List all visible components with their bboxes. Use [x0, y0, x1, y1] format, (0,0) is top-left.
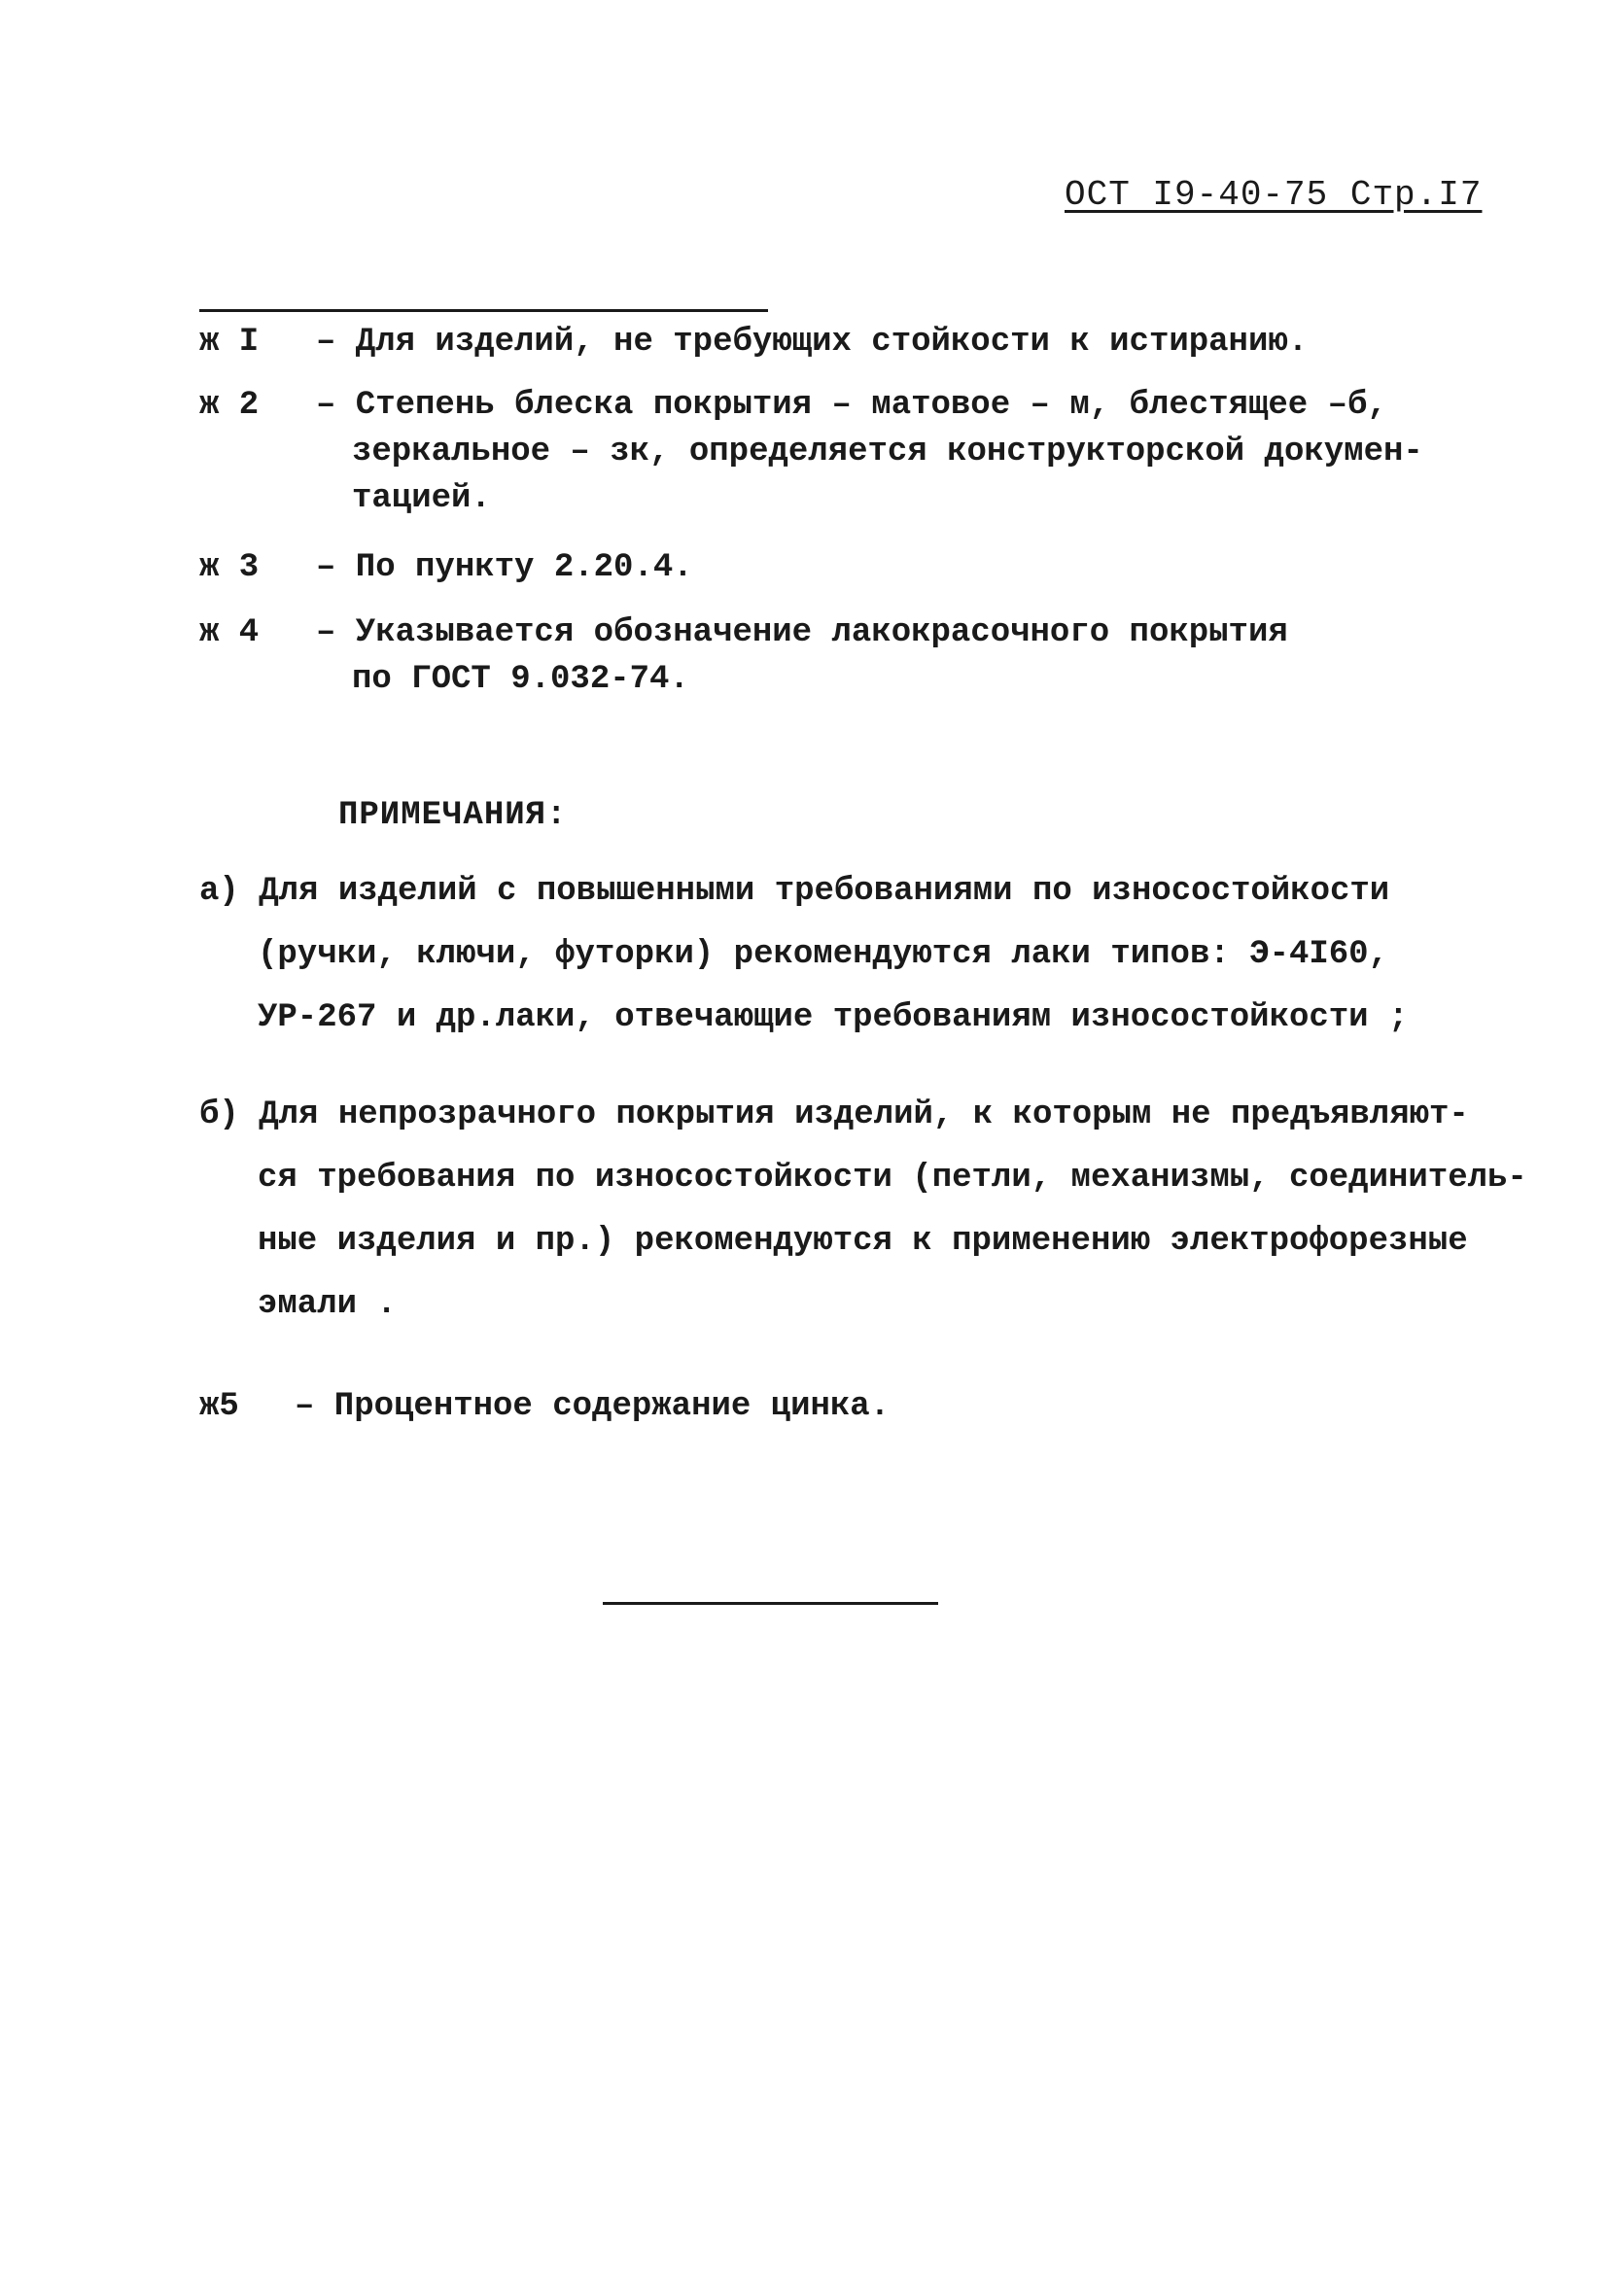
note-text: (ручки, ключи, футорки) рекомендуются лаки типов: Э-4I60, [258, 936, 1388, 973]
note-a [199, 860, 1512, 1050]
notes-heading: ПРИМЕЧАНИЯ: [338, 797, 568, 834]
note-text: б) Для непрозрачного покрытия изделий, к которым не предъявляют- [199, 1096, 1469, 1133]
note-b [199, 1084, 1527, 1337]
note-text: эмали . [258, 1286, 397, 1323]
footnote-text: – Для изделий, не требующих стойкости к истиранию. [316, 324, 1309, 361]
document-reference: ОСТ I9-40-75 Стр.I7 [1065, 175, 1483, 215]
note-text: ся требования по износостойкости (петли, механизмы, соединитель- [258, 1160, 1527, 1197]
footnote-mark: ж 4 [199, 614, 260, 651]
footnote-5 [199, 1388, 890, 1425]
note-text: ные изделия и пр.) рекомендуются к применению электрофорезные [258, 1223, 1468, 1260]
end-divider [603, 1602, 938, 1605]
footnote-text: – Указывается обозначение лакокрасочного покрытия [316, 614, 1288, 651]
footnote-text: – Степень блеска покрытия – матовое – м, блестящее –б, [316, 387, 1387, 424]
footnote-mark: ж I [199, 324, 260, 361]
footnote-mark: ж 3 [199, 549, 260, 586]
footnote-divider [199, 309, 768, 312]
footnote-mark: ж 2 [199, 387, 260, 424]
footnote-text: зеркальное – зк, определяется конструкторской докумен- [352, 434, 1423, 470]
note-text: УР-267 и др.лаки, отвечающие требованиям износостойкости ; [258, 999, 1409, 1036]
footnote-text: по ГОСТ 9.032-74. [352, 661, 689, 698]
footnote-text: тацией. [352, 480, 491, 517]
footnote-text: – Процентное содержание цинка. [295, 1388, 891, 1425]
note-text: а) Для изделий с повышенными требованиями по износостойкости [199, 873, 1390, 910]
footnote-text: – По пункту 2.20.4. [316, 549, 693, 586]
footnote-mark: ж5 [199, 1388, 239, 1425]
